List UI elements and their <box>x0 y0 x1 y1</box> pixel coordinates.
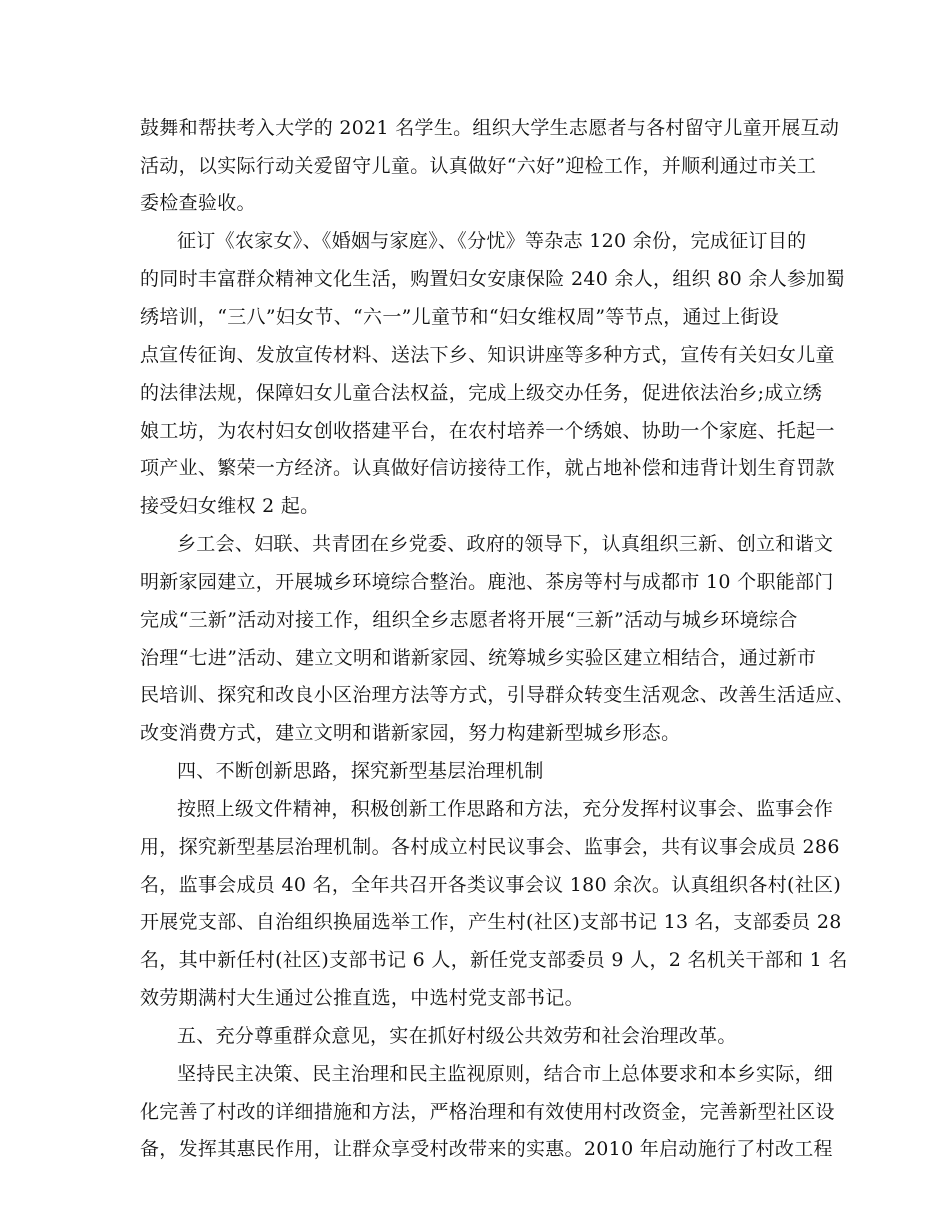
paragraph-first-line: 坚持民主决策、民主治理和民主监视原则，结合市上总体要求和本乡实际，细 <box>177 1063 834 1085</box>
text-line: 改变消费方式，建立文明和谐新家园，努力构建新型城乡形态。 <box>140 722 681 744</box>
text-line: 娘工坊，为农村妇女创收搭建平台，在农村培养一个绣娘、协助一个家庭、托起一 <box>140 420 835 442</box>
text-line: 接受妇女维权 2 起。 <box>140 495 320 517</box>
paragraph-first-line: 按照上级文件精神，积极创新工作思路和方法，充分发挥村议事会、监事会作 <box>177 798 834 820</box>
text-line: 治理“七进”活动、建立文明和谐新家园、统筹城乡实验区建立相结合，通过新市 <box>140 647 817 669</box>
text-line: 的同时丰富群众精神文化生活，购置妇女安康保险 240 余人，组织 80 余人参加蜀 <box>140 268 845 290</box>
text-line: 绣培训，“三八”妇女节、“六一”儿童节和“妇女维权周”等节点，通过上街设 <box>140 306 780 328</box>
text-line: 化完善了村改的详细措施和方法，严格治理和有效使用村改资金，完善新型社区设 <box>140 1101 835 1123</box>
paragraph-first-line: 征订《农家女》、《婚姻与家庭》、《分忧》等杂志 120 余份，完成征订目的 <box>177 230 807 252</box>
text-line: 明新家园建立，开展城乡环境综合整治。鹿池、茶房等村与成都市 10 个职能部门 <box>140 571 834 593</box>
section-heading: 四、不断创新思路，探究新型基层治理机制 <box>177 760 544 782</box>
text-line: 备，发挥其惠民作用，让群众享受村改带来的实惠。2010 年启动施行了村改工程 <box>140 1138 833 1160</box>
text-line: 鼓舞和帮扶考入大学的 2021 名学生。组织大学生志愿者与各村留守儿童开展互动 <box>140 117 840 139</box>
text-line: 的法律法规，保障妇女儿童合法权益，完成上级交办任务，促进依法治乡;成立绣 <box>140 382 823 404</box>
text-line: 用，探究新型基层治理机制。各村成立村民议事会、监事会，共有议事会成员 286 <box>140 836 840 858</box>
text-line: 开展党支部、自治组织换届选举工作，产生村(社区)支部书记 13 名，支部委员 28 <box>140 911 842 933</box>
text-line: 效劳期满村大生通过公推直选，中选村党支部书记。 <box>140 987 584 1009</box>
text-line: 活动，以实际行动关爱留守儿童。认真做好“六好”迎检工作，并顺利通过市关工 <box>140 155 817 177</box>
text-line: 项产业、繁荣一方经济。认真做好信访接待工作，就占地补偿和违背计划生育罚款 <box>140 457 835 479</box>
paragraph-first-line: 乡工会、妇联、共青团在乡党委、政府的领导下，认真组织三新、创立和谐文 <box>177 533 834 555</box>
text-line: 名，其中新任村(社区)支部书记 6 人，新任党支部委员 9 人，2 名机关干部和 1 名 <box>140 949 848 971</box>
section-heading: 五、充分尊重群众意见，实在抓好村级公共效劳和社会治理改革。 <box>177 1025 737 1047</box>
text-line: 民培训、探究和改良小区治理方法等方式，引导群众转变生活观念、改善生活适应、 <box>140 684 855 706</box>
text-line: 名，监事会成员 40 名，全年共召开各类议事会议 180 余次。认真组织各村(社区) <box>140 874 842 896</box>
text-line: 点宣传征询、发放宣传材料、送法下乡、知识讲座等多种方式，宣传有关妇女儿童 <box>140 344 835 366</box>
text-line: 委检查验收。 <box>140 192 256 214</box>
text-line: 完成“三新”活动对接工作，组织全乡志愿者将开展“三新”活动与城乡环境综合 <box>140 609 798 631</box>
